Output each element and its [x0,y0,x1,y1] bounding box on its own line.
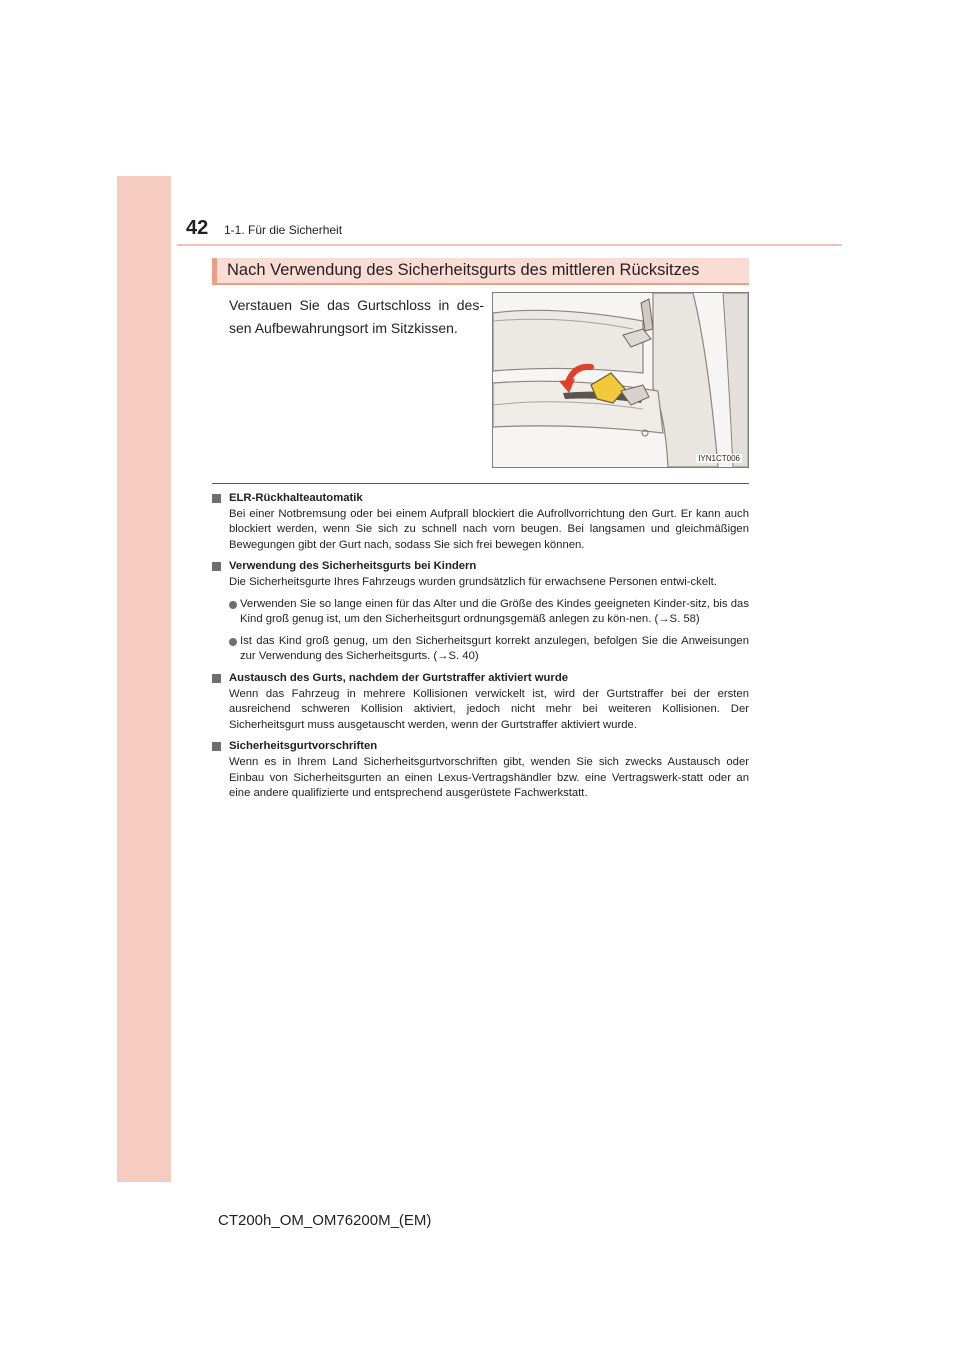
square-bullet-icon [212,562,221,571]
circle-bullet-icon [229,601,237,609]
note-bullet [212,597,749,628]
square-bullet-icon [212,742,221,751]
note-heading-text: Sicherheitsgurtvorschriften [229,740,378,753]
square-bullet-icon [212,494,221,503]
note-bullet [212,634,749,665]
notes-section [212,491,749,808]
section-heading: Nach Verwendung des Sicherheitsgurts des mittleren Rücksitzes [227,261,700,279]
note-heading-text: Verwendung des Sicherheitsgurts bei Kindern [229,560,477,573]
header-divider [177,244,842,246]
bullet-text: Ist das Kind groß genug, um den Sicherheitsgurt korrekt anzulegen, befolgen Sie die Anweisungen zur Verwendung des Sicherheitsgurts. (→S. 40) [240,634,749,663]
note-body: Wenn es in Ihrem Land Sicherheitsgurtvorschriften gibt, wenden Sie sich zwecks Austausch oder Einbau von Sicherheitsgurten an einen Lexus-Vertragshändler bzw. eine Vertragswerk-statt oder an eine andere qualifizierte und entsprechend ausgerüstete Fachwerkstatt. [229,755,749,800]
seat-illustration-svg [493,293,748,467]
note-heading-text: ELR-Rückhalteautomatik [229,492,363,504]
circle-bullet-icon [229,638,237,646]
note-heading [212,491,749,507]
figure-code: IYN1CT006 [698,454,740,463]
note-heading [212,559,749,575]
square-bullet-icon [212,674,221,683]
note-heading-text: Austausch des Gurts, nachdem der Gurtstraffer aktiviert wurde [229,671,569,684]
note-body: Die Sicherheitsgurte Ihres Fahrzeugs wurden grundsätzlich für erwachsene Personen entwi-ckelt. [229,575,717,588]
intro-paragraph: Verstauen Sie das Gurtschloss in des-sen Aufbewahrungsort im Sitzkissen. [229,297,484,336]
note-body: Bei einer Notbremsung oder bei einem Aufprall blockiert die Aufrollvorrichtung den Gurt. Er kann auch blockiert werden, wenn Sie sich zu schnell nach vorn beugen. Bei langsamen und gleichmäßigen Bewegungen gibt der Gurt nach, sodass Sie sich frei bewegen können. [229,507,749,551]
page-number: 42 [186,217,209,239]
section-heading-box [212,258,749,285]
side-tab-band [117,176,171,1182]
seat-buckle-illustration [492,292,749,468]
chapter-title: 1-1. Für die Sicherheit [224,223,343,237]
bullet-text: Verwenden Sie so lange einen für das Alter und die Größe des Kindes geeigneten Kinder-sitz, bis das Kind groß genug ist, um den Sicherheitsgurt ordnungsgemäß anlegen zu kön-nen. (→S. 58) [240,597,749,626]
note-heading [212,671,749,687]
note-heading [212,739,749,755]
document-code: CT200h_OM_OM76200M_(EM) [218,1212,432,1229]
section-separator [212,483,749,484]
note-body: Wenn das Fahrzeug in mehrere Kollisionen verwickelt ist, wird der Gurtstraffer bei der ersten ausreichend schweren Kollision aktiviert, jedoch nicht mehr bei weiteren Kollisionen. Der Sicherheitsgurt muss ausgetauscht werden, wenn der Gurtstraffer aktiviert wurde. [229,687,749,731]
